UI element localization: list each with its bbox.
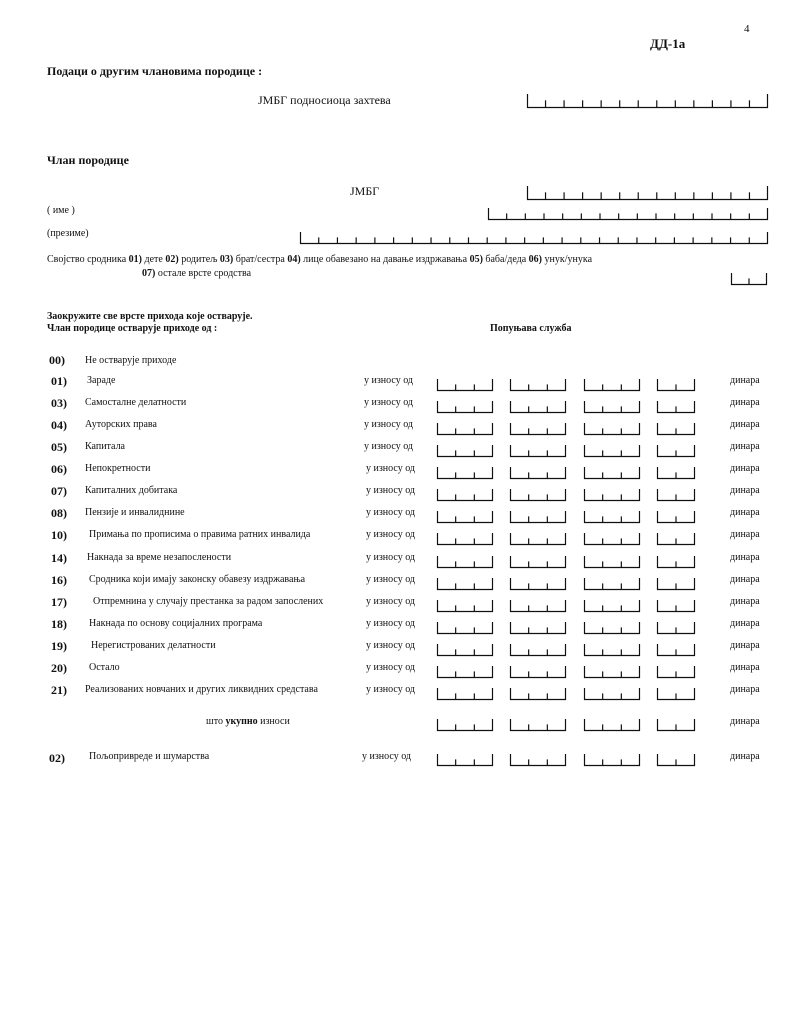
amount-digits-group-1[interactable] (437, 533, 493, 545)
income-currency: динара (730, 463, 760, 475)
relation-label: остале врсте сродства (155, 268, 252, 279)
income-amount-label: у износу од (366, 507, 416, 519)
surname-field[interactable] (300, 232, 768, 244)
amount-digits-group-4[interactable] (657, 533, 695, 545)
amount-digits-group-3[interactable] (584, 533, 640, 545)
amount-digits-group-4[interactable] (657, 556, 695, 568)
income-label: Накнада за време незапослености (87, 551, 232, 563)
amount-digits-group-4[interactable] (657, 467, 695, 479)
income-currency: динара (730, 419, 760, 431)
form-code: ДД-1а (650, 36, 686, 51)
income-currency: динара (730, 529, 760, 541)
amount-digits-group-1[interactable] (437, 401, 493, 413)
applicant-jmbg-field[interactable] (527, 94, 768, 108)
amount-digits-group-2[interactable] (510, 423, 566, 435)
income-label: Ауторских права (85, 419, 157, 431)
income-code[interactable]: 05) (51, 440, 67, 455)
amount-digits-group-2[interactable] (510, 688, 566, 700)
income-currency: динара (730, 375, 760, 386)
income-currency: динара (730, 617, 760, 629)
income-code[interactable]: 21) (51, 682, 67, 697)
name-field[interactable] (488, 208, 768, 220)
none-code[interactable]: 00) (49, 353, 65, 367)
amount-digits-group-1[interactable] (437, 666, 493, 678)
amount-digits-group-1[interactable] (437, 423, 493, 435)
agri-amount-label: у износу од (362, 751, 412, 762)
income-code[interactable]: 06) (51, 462, 67, 477)
amount-digits-group-4[interactable] (657, 644, 695, 656)
amount-digits-group-2[interactable] (510, 379, 566, 391)
amount-digits-group-4[interactable] (657, 754, 695, 766)
amount-digits-group-4[interactable] (657, 511, 695, 523)
relation-label: родитељ (178, 254, 220, 265)
income-currency: динара (730, 661, 760, 673)
total-label: што укупно износи (206, 716, 290, 727)
income-code[interactable]: 17) (51, 594, 67, 609)
income-amount-label: у износу од (364, 397, 414, 409)
amount-digits-group-3[interactable] (584, 489, 640, 501)
amount-digits-group-1[interactable] (437, 719, 493, 731)
income-currency: динара (730, 441, 760, 453)
amount-digits-group-4[interactable] (657, 445, 695, 457)
relation-label: унук/унука (542, 254, 593, 265)
income-code[interactable]: 10) (51, 528, 67, 543)
amount-digits-group-4[interactable] (657, 688, 695, 700)
amount-digits-group-2[interactable] (510, 644, 566, 656)
member-heading: Члан породице (47, 153, 129, 167)
relation-line-2 (142, 268, 251, 279)
amount-digits-group-1[interactable] (437, 379, 493, 391)
income-label: Зараде (87, 375, 116, 386)
income-label: Сродника који имају законску обавезу издржавања (89, 573, 306, 585)
amount-digits-group-2[interactable] (510, 578, 566, 590)
income-amount-label: у износу од (366, 485, 416, 497)
relation-prefix: Својство сродника (47, 254, 127, 265)
amount-digits-group-1[interactable] (437, 556, 493, 568)
amount-digits-group-4[interactable] (657, 423, 695, 435)
total-currency: динара (730, 716, 760, 727)
relation-label: дете (142, 254, 166, 265)
member-jmbg-label: ЈМБГ (350, 184, 380, 198)
income-code[interactable]: 07) (51, 484, 67, 499)
amount-digits-group-1[interactable] (437, 688, 493, 700)
amount-digits-group-3[interactable] (584, 423, 640, 435)
income-label: Непокретности (85, 463, 151, 475)
relation-code[interactable]: 07) (142, 268, 156, 279)
amount-digits-group-3[interactable] (584, 556, 640, 568)
income-currency: динара (730, 551, 760, 563)
amount-digits-group-3[interactable] (584, 379, 640, 391)
amount-digits-group-3[interactable] (584, 644, 640, 656)
amount-digits-group-2[interactable] (510, 666, 566, 678)
amount-digits-group-2[interactable] (510, 511, 566, 523)
amount-digits-group-2[interactable] (510, 622, 566, 634)
income-code[interactable]: 14) (51, 550, 67, 565)
income-code[interactable]: 08) (51, 506, 67, 521)
page-number: 4 (744, 23, 750, 35)
income-amount-label: у износу од (366, 661, 416, 673)
amount-digits-group-3[interactable] (584, 578, 640, 590)
income-currency: динара (730, 683, 760, 695)
instruction-line-1: Заокружите све врсте прихода које остварује. (47, 311, 253, 322)
income-currency: динара (730, 639, 760, 651)
instruction-line-2: Члан породице остварује приходе од : (47, 323, 218, 334)
income-amount-label: у износу од (366, 639, 416, 651)
amount-digits-group-1[interactable] (437, 644, 493, 656)
name-label: ( име ) (47, 205, 75, 216)
amount-digits-group-2[interactable] (510, 401, 566, 413)
amount-digits-group-1[interactable] (437, 622, 493, 634)
relation-label: лице обавезано на давање издржавања (300, 254, 470, 265)
income-label: Пензије и инвалиднине (85, 507, 185, 519)
amount-digits-group-4[interactable] (657, 401, 695, 413)
amount-digits-group-2[interactable] (510, 556, 566, 568)
amount-digits-group-2[interactable] (510, 467, 566, 479)
amount-digits-group-1[interactable] (437, 445, 493, 457)
amount-digits-group-2[interactable] (510, 754, 566, 766)
agri-label: Пољопривреде и шумарства (89, 751, 210, 762)
income-label: Примања по прописима о правима ратних инвалида (89, 529, 311, 541)
amount-digits-group-4[interactable] (657, 600, 695, 612)
income-amount-label: у износу од (366, 595, 416, 607)
income-amount-label: у износу од (364, 441, 414, 453)
income-label: Реализованих новчаних и других ликвидних средстава (85, 683, 318, 695)
amount-digits-group-3[interactable] (584, 754, 640, 766)
income-code[interactable]: 01) (51, 374, 67, 388)
income-amount-label: у износу од (366, 463, 416, 475)
income-amount-label: у износу од (366, 617, 416, 629)
amount-digits-group-4[interactable] (657, 719, 695, 731)
amount-digits-group-2[interactable] (510, 600, 566, 612)
income-currency: динара (730, 573, 760, 585)
income-amount-label: у износу од (366, 683, 416, 695)
income-label: Капитала (85, 441, 125, 453)
income-label: Отпремнина у случају престанка за радом запослених (93, 595, 324, 607)
income-amount-label: у износу од (366, 551, 416, 563)
amount-digits-group-2[interactable] (510, 489, 566, 501)
amount-digits-group-2[interactable] (510, 719, 566, 731)
amount-digits-group-2[interactable] (510, 533, 566, 545)
relation-code[interactable]: 06) (528, 254, 543, 265)
amount-digits-group-4[interactable] (657, 578, 695, 590)
income-code[interactable]: 16) (51, 572, 67, 587)
member-jmbg-field[interactable] (527, 186, 768, 200)
amount-digits-group-1[interactable] (437, 754, 493, 766)
income-currency: динара (730, 397, 760, 409)
amount-digits-group-4[interactable] (657, 666, 695, 678)
amount-digits-group-2[interactable] (510, 445, 566, 457)
relation-code[interactable]: 01) (128, 254, 142, 265)
income-code[interactable]: 18) (51, 616, 67, 631)
income-currency: динара (730, 595, 760, 607)
amount-digits-group-3[interactable] (584, 467, 640, 479)
income-code[interactable]: 20) (51, 660, 67, 675)
none-label: Не остварује приходе (85, 355, 177, 366)
income-code[interactable]: 03) (51, 396, 67, 411)
income-currency: динара (730, 507, 760, 519)
relation-code[interactable]: 04) (287, 254, 301, 265)
amount-digits-group-3[interactable] (584, 688, 640, 700)
amount-digits-group-3[interactable] (584, 511, 640, 523)
relation-line-1 (47, 254, 592, 265)
income-code[interactable]: 19) (51, 638, 67, 653)
relation-label: баба/деда (482, 254, 529, 265)
relation-code[interactable]: 03) (219, 254, 234, 265)
amount-digits-group-3[interactable] (584, 600, 640, 612)
income-label: Капиталних добитака (85, 485, 178, 497)
agri-code[interactable]: 02) (49, 751, 65, 765)
amount-digits-group-1[interactable] (437, 578, 493, 590)
amount-digits-group-3[interactable] (584, 622, 640, 634)
income-code[interactable]: 04) (51, 418, 67, 433)
relation-label: брат/сестра (233, 254, 288, 265)
amount-digits-group-4[interactable] (657, 622, 695, 634)
relation-code-field[interactable] (731, 273, 767, 285)
amount-digits-group-1[interactable] (437, 600, 493, 612)
relation-code[interactable]: 05) (469, 254, 483, 265)
amount-digits-group-1[interactable] (437, 489, 493, 501)
amount-digits-group-3[interactable] (584, 719, 640, 731)
amount-digits-group-3[interactable] (584, 445, 640, 457)
surname-label: (презиме) (47, 228, 89, 239)
income-amount-label: у износу од (364, 419, 414, 431)
income-label: Нерегистрованих делатности (91, 639, 216, 651)
applicant-jmbg-label: ЈМБГ подносиоца захтева (258, 93, 391, 107)
amount-digits-group-4[interactable] (657, 489, 695, 501)
relation-code[interactable]: 02) (165, 254, 179, 265)
income-label: Остало (89, 661, 120, 673)
amount-digits-group-1[interactable] (437, 467, 493, 479)
service-label: Попуњава служба (490, 323, 572, 334)
section-title: Подаци о другим члановима породице : (47, 64, 263, 78)
amount-digits-group-1[interactable] (437, 511, 493, 523)
income-label: Накнада по основу социјалних програма (89, 617, 263, 629)
income-label: Самосталне делатности (85, 397, 187, 409)
amount-digits-group-4[interactable] (657, 379, 695, 391)
income-amount-label: у износу од (366, 529, 416, 541)
amount-digits-group-3[interactable] (584, 666, 640, 678)
income-currency: динара (730, 485, 760, 497)
agri-currency: динара (730, 751, 760, 762)
income-amount-label: у износу од (366, 573, 416, 585)
income-amount-label: у износу од (364, 375, 414, 386)
amount-digits-group-3[interactable] (584, 401, 640, 413)
